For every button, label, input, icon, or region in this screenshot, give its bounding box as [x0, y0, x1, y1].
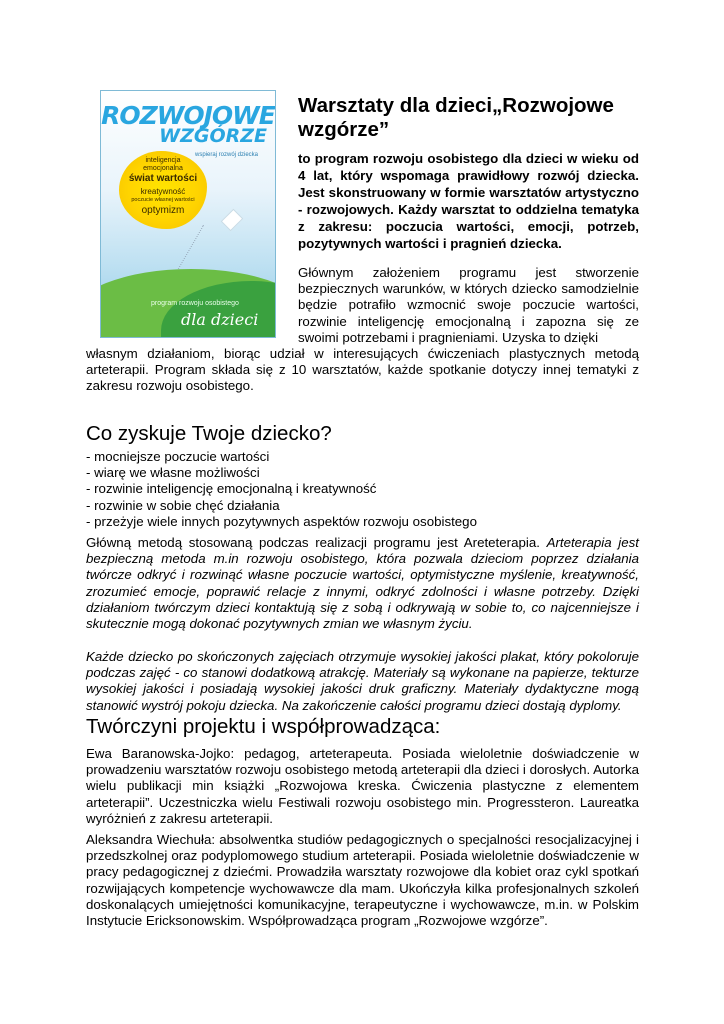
poster-title-line2: WZGÓRZE — [159, 125, 267, 147]
poster-burst-text: emocjonalna — [143, 165, 183, 172]
poster-footer-script: dla dzieci — [181, 310, 259, 329]
poster-footer-small: program rozwoju osobistego — [151, 300, 239, 307]
benefits-list — [86, 449, 477, 530]
lead-paragraph: to program rozwoju osobistego dla dzieci w wieku od 4 lat, który wspomaga prawidłowy rozwój dziecka. Jest skonstruowany w formie warsztatów artystyczno - rozwojowych. Każdy warsztat to oddzielna tematyka z zakresu: poczucia wartości, emocji, potrzeb, pozytywnych wartości i pragnień dziecka. — [298, 151, 639, 251]
poster-burst-text: poczucie własnej wartości — [131, 197, 195, 203]
author-bio-1: Ewa Baranowska-Jojko: pedagog, arteterapeuta. Posiada wieloletnie doświadczenie w prowadzeniu warsztatów rozwoju osobistego metodą arteterapii dla dzieci i dorosłych. Autorka wielu publikacji min książki „Rozwojowa kreska. Ćwiczenia plastyczne z elementem arteterapii”. Uczestniczka wielu Festiwali rozwoju osobistego min. Progressteron. Laureatka wyróżnień z zakresu arteterapii. — [86, 746, 639, 826]
list-item: - mocniejsze poczucie wartości — [86, 449, 270, 464]
authors-heading: Twórczyni projektu i współprowadząca: — [86, 715, 441, 738]
list-item: - przeżyje wiele innych pozytywnych aspektów rozwoju osobistego — [86, 513, 477, 529]
poster-burst-text: kreatywność — [140, 187, 186, 196]
poster-burst-text: optymizm — [141, 205, 185, 216]
poster-burst-text: świat wartości — [128, 173, 198, 184]
list-item: - rozwinie w sobie chęć działania — [86, 497, 280, 513]
method-description: Arteterapia jest bezpieczną metoda m.in rozwoju osobistego, która pozwala dzieciom poprzez działania twórcze odkryć i rozwinąć własne poczucie wartości, optymistyczne myślenie, kreatywność, zrozumieć emocje, poprawić relacje z innymi, odkryć zdolności i własne potrzeby. Dzięki działaniom twórczym dzieci kontaktują się z sobą i odkrywają w sobie to, co najcenniejsze i skutecznie mogą dokonać pozytywnych zmian we własnym życiu. — [86, 535, 639, 632]
list-item: - rozwinie inteligencję emocjonalną i kreatywność — [86, 481, 377, 497]
page-title: Warsztaty dla dzieci„Rozwojowe wzgórze” — [298, 94, 614, 141]
list-item: - wiarę we własne możliwości — [86, 465, 260, 481]
method-lead: Główną metodą stosowaną podczas realizacji programu jest Areteterapia. — [86, 535, 540, 550]
intro-paragraph: Głównym założeniem programu jest stworzenie bezpiecznych warunków, w których dziecko samodzielnie będzie potrafiło wzmocnić swoje poczucie wartości, rozwinie inteligencję emocjonalną i zapozna się ze swoimi potrzebami i pragnieniami. Uzyska to dzięki — [298, 265, 639, 345]
benefits-heading: Co zyskuje Twoje dziecko? — [86, 422, 332, 445]
poster-note-paragraph: Każde dziecko po skończonych zajęciach otrzymuje wysokiej jakości plakat, który pokoloruje podczas zajęć - co stanowi dodatkową atrakcję. Materiały są wykonane na papierze, tekturze wysokiej jakości i posiadają wysokiej jakości druk graficzny. Materiały dydaktyczne mogą stanowić wystrój pokoju dziecka. Na zakończenie całości programu dzieci dostają dyplomy. — [86, 649, 639, 713]
method-paragraph — [86, 535, 639, 632]
poster-burst-text: inteligencja — [145, 157, 181, 164]
intro-paragraph-continued: własnym działaniom, biorąc udział w interesujących ćwiczeniach plastycznych metodą arteterapii. Program składa się z 10 warsztatów, każde spotkanie dotyczy innej tematyki z zakresu rozwoju osobistego. — [86, 346, 639, 394]
author-bio-2: Aleksandra Wiechuła: absolwentka studiów pedagogicznych o specjalności resocjalizacyjnej i przedszkolnej oraz podyplomowego studium arteterapii. Posiada wieloletnie doświadczenie w pracy pedagogicznej z dziećmi. Prowadziła warsztaty rozwojowe dla kobiet oraz cykl spotkań rozwijających kompetencje wychowawcze dla mam. Ukończyła kilka profesjonalnych szkoleń doskonalących umiejętności komunikacyjne, terapeutyczne i wychowawcze, m.in. w Polskim Instytucie Ericksonowskim. Współprowadząca program „Rozwojowe wzgórze”. — [86, 832, 639, 929]
poster-subtitle: wspieraj rozwój dziecka — [195, 152, 259, 158]
poster-title-line1: ROZWOJOWE — [101, 101, 275, 130]
program-poster-image — [100, 90, 276, 338]
